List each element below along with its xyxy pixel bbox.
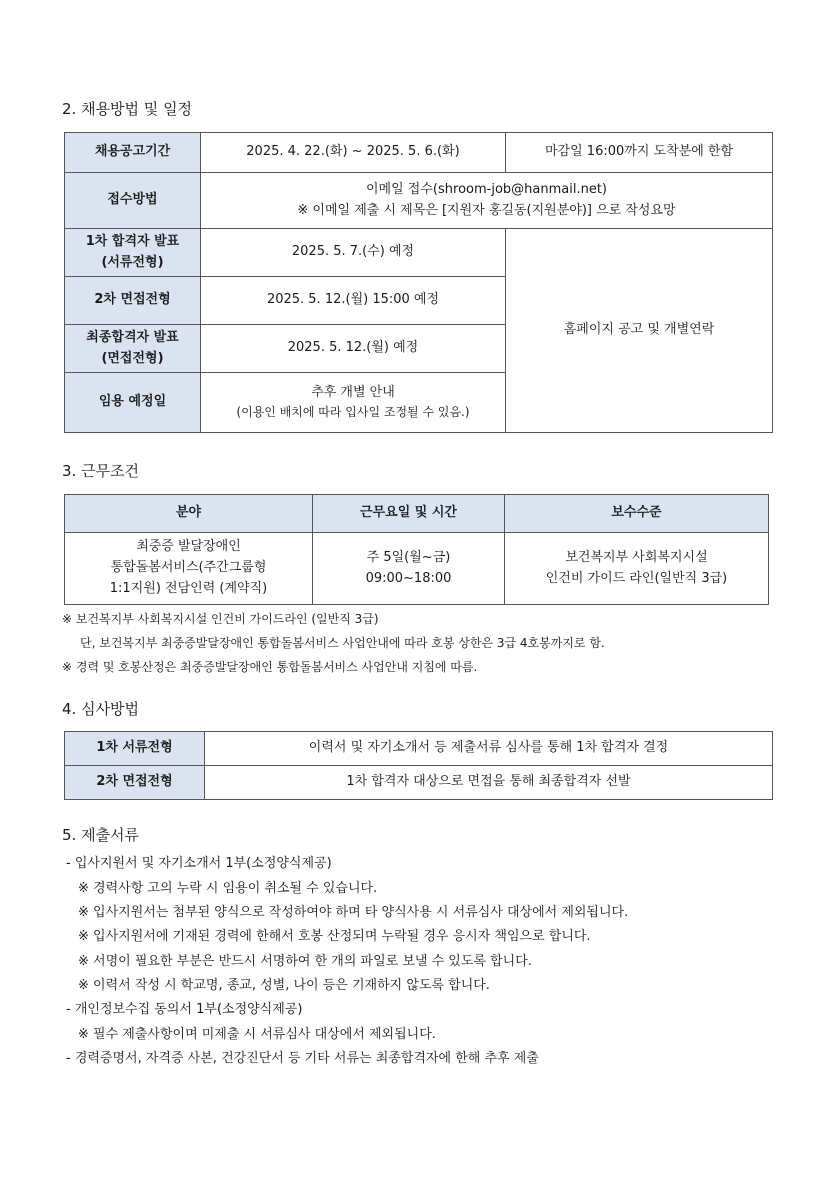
document-note: ※ 이력서 작성 시 학교명, 종교, 성별, 나이 등은 기재하지 않도록 합니다. (78, 978, 490, 993)
header-hours: 근무요일 및 시간 (313, 495, 505, 533)
field-cell (65, 533, 313, 605)
hours-line: 주 5일(월~금) (366, 549, 451, 565)
career-note: ※ 경력 및 호봉산정은 최중증발달장애인 통합돌봄서비스 사업안내 지침에 따름. (62, 660, 478, 674)
appointment-note: (이용인 배치에 따라 입사일 조정될 수 있음.) (236, 405, 470, 420)
row-label: 임용 예정일 (65, 373, 201, 433)
section-title-conditions: 3. 근무조건 (62, 462, 140, 480)
row-value: 이력서 및 자기소개서 등 제출서류 심사를 통해 1차 합격자 결정 (205, 732, 773, 766)
merged-contact-note: 홈페이지 공고 및 개별연락 (506, 229, 773, 433)
header-field: 분야 (65, 495, 313, 533)
header-pay: 보수수준 (505, 495, 769, 533)
pay-cap-note: 단, 보건복지부 최중증발달장애인 통합돌봄서비스 사업안내에 따라 호봉 상한은 3급 4호봉까지로 함. (80, 636, 605, 650)
table-row (65, 133, 773, 173)
hours-cell (313, 533, 505, 605)
document-item: - 입사지원서 및 자기소개서 1부(소정양식제공) (66, 856, 332, 871)
row-label: 채용공고기간 (65, 133, 201, 173)
section-title-documents: 5. 제출서류 (62, 826, 140, 844)
table-row (65, 173, 773, 229)
document-item: - 개인정보수집 동의서 1부(소정양식제공) (66, 1002, 303, 1017)
row-label: 2차 면접전형 (65, 766, 205, 800)
pay-line: 인건비 가이드 라인(일반직 3급) (545, 570, 728, 586)
document-note: ※ 서명이 필요한 부분은 반드시 서명하여 한 개의 파일로 보낼 수 있도록 합니다. (78, 954, 532, 969)
conditions-table (64, 494, 769, 605)
row-label: 2차 면접전형 (65, 277, 201, 325)
field-line: 통합돌봄서비스(주간그룹형 (110, 560, 267, 576)
row-label (65, 229, 201, 277)
field-line: 1:1지원) 전담인력 (계약직) (109, 580, 268, 596)
pay-cell (505, 533, 769, 605)
row-value: 1차 합격자 대상으로 면접을 통해 최종합격자 선발 (205, 766, 773, 800)
submission-method (201, 173, 773, 229)
table-row (65, 732, 773, 766)
appointment-date (201, 373, 506, 433)
document-note: ※ 경력사항 고의 누락 시 임용이 취소될 수 있습니다. (78, 881, 378, 896)
submission-subject-note: ※ 이메일 제출 시 제목은 [지원자 홍길동(지원분야)] 으로 작성요망 (297, 202, 676, 218)
document-note: ※ 필수 제출사항이며 미제출 시 서류심사 대상에서 제외됩니다. (78, 1027, 436, 1042)
document-note: ※ 입사지원서는 첨부된 양식으로 작성하여야 하며 타 양식사용 시 서류심사 대상에서 제외됩니다. (78, 905, 629, 920)
row-label-line: (면접전형) (101, 350, 164, 366)
document-note: ※ 입사지원서에 기재된 경력에 한해서 호봉 산정되며 누락될 경우 응시자 책임으로 합니다. (78, 929, 591, 944)
schedule-table (64, 132, 773, 433)
interview-date: 2025. 5. 12.(월) 15:00 예정 (201, 277, 506, 325)
row-label: 1차 서류전형 (65, 732, 205, 766)
row-label-line: 최종합격자 발표 (86, 329, 179, 345)
submission-email: 이메일 접수(shroom-job@hanmail.net) (366, 181, 607, 197)
first-result-date: 2025. 5. 7.(수) 예정 (201, 229, 506, 277)
table-row (65, 766, 773, 800)
row-label (65, 325, 201, 373)
row-label-line: 1차 합격자 발표 (85, 233, 180, 249)
deadline-note: 마감일 16:00까지 도착분에 한함 (506, 133, 773, 173)
section-title-schedule: 2. 채용방법 및 일정 (62, 100, 193, 118)
row-label-line: (서류전형) (101, 254, 164, 270)
document-item: - 경력증명서, 자격증 사본, 건강진단서 등 기타 서류는 최종합격자에 한해 추후 제출 (66, 1051, 539, 1066)
table-row (65, 533, 769, 605)
posting-period: 2025. 4. 22.(화) ~ 2025. 5. 6.(화) (201, 133, 506, 173)
table-row (65, 229, 773, 277)
appointment-line: 추후 개별 안내 (311, 384, 395, 400)
section-title-screening: 4. 심사방법 (62, 700, 140, 718)
pay-note: ※ 보건복지부 사회복지시설 인건비 가이드라인 (일반직 3급) (62, 612, 379, 626)
field-line: 최중증 발달장애인 (136, 539, 241, 555)
row-label: 접수방법 (65, 173, 201, 229)
hours-line: 09:00~18:00 (365, 570, 452, 586)
pay-line: 보건복지부 사회복지시설 (565, 549, 708, 565)
screening-table (64, 731, 773, 800)
table-row (65, 495, 769, 533)
final-result-date: 2025. 5. 12.(월) 예정 (201, 325, 506, 373)
